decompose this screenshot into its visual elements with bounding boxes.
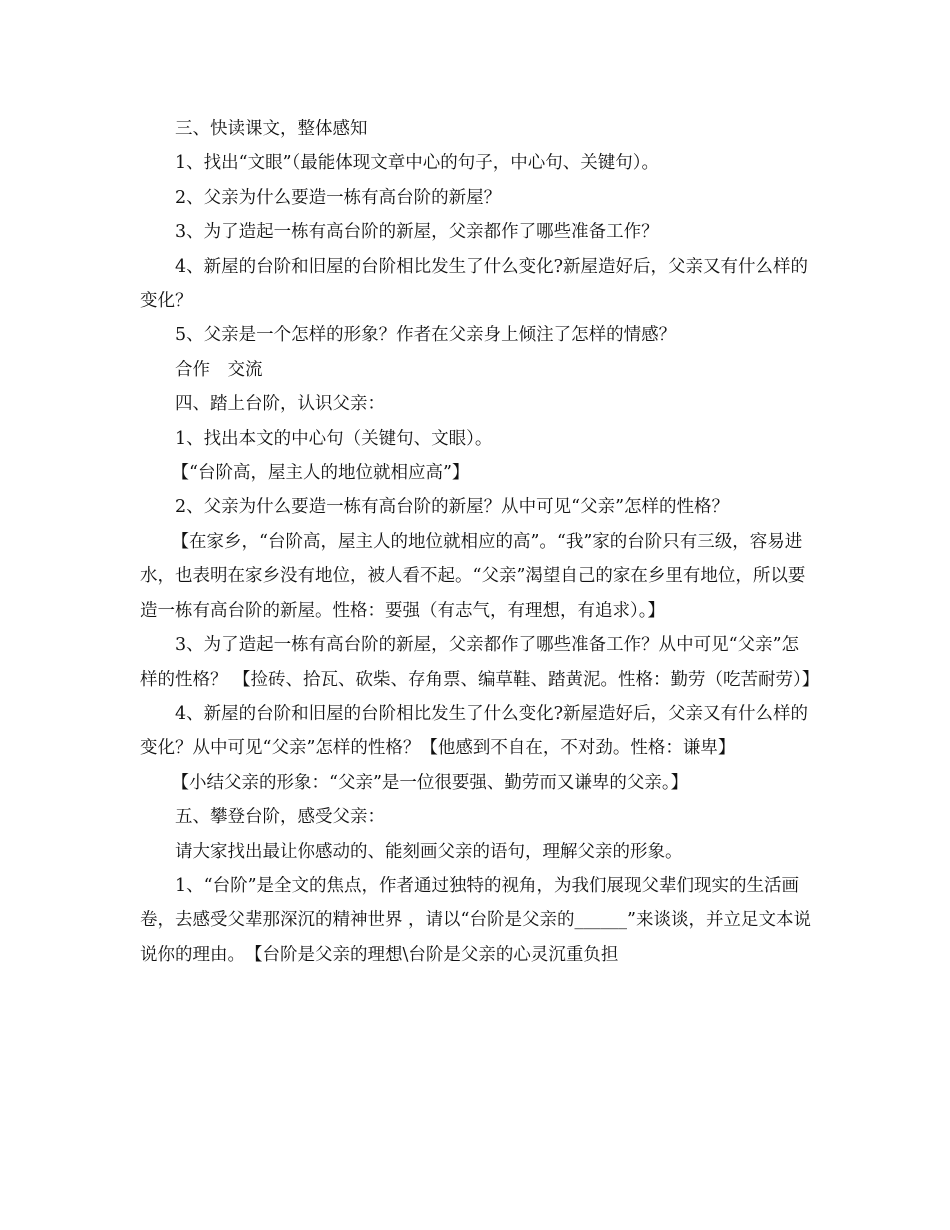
- section-5-intro: 请大家找出最让你感动的、能刻画父亲的语句，理解父亲的形象。: [175, 841, 683, 862]
- section-3-question-1: 1、找出“文眼”（最能体现文章中心的句子，中心句、关键句）。: [175, 153, 660, 174]
- section-5-heading: 五、攀登台阶，感受父亲：: [175, 807, 385, 828]
- section-3-question-5: 5、父亲是一个怎样的形象？作者在父亲身上倾注了怎样的情感？: [175, 325, 677, 346]
- section-4-answer-2: 【在家乡，“台阶高，屋主人的地位就相应的高”。“我”家的台阶只有三级，容易进水，也表明在家乡没有地位，被人看不起。“父亲”渴望自己的家在乡里有地位，所以要造一栋有高台阶的新屋。性格：要强（有志气，有理想，有追求）。】: [140, 531, 806, 621]
- section-5-question-1: 1、“台阶”是全文的焦点，作者通过独特的视角，为我们展现父辈们现实的生活画卷，去感受父辈那深沉的精神世界 ，请以“台阶是父亲的______”来谈谈，并立足文本说说你的理由。 【台阶是父亲的理想\台阶是父亲的心灵沉重负担: [140, 875, 811, 965]
- section-4-heading: 四、踏上台阶，认识父亲：: [175, 394, 385, 415]
- section-3-question-3: 3、为了造起一栋有高台阶的新屋，父亲都作了哪些准备工作？: [175, 222, 659, 243]
- section-3-question-4: 4、新屋的台阶和旧屋的台阶相比发生了什么变化?新屋造好后，父亲又有什么样的变化？: [140, 256, 809, 312]
- document-page: [140, 112, 820, 972]
- section-4-question-3: 3、为了造起一栋有高台阶的新屋，父亲都作了哪些准备工作？从中可见“父亲”怎样的性格？ 【捡砖、拾瓦、砍柴、存角票、编草鞋、踏黄泥。性格：勤劳（吃苦耐劳）】: [140, 635, 820, 690]
- section-3-question-2: 2、父亲为什么要造一栋有高台阶的新屋？: [175, 187, 502, 208]
- section-4-summary: 【小结父亲的形象：“父亲”是一位很要强、勤劳而又谦卑的父亲。】: [171, 772, 689, 793]
- section-4-answer-1: 【“台阶高，屋主人的地位就相应高”】: [171, 463, 470, 484]
- section-4-question-4: 4、新屋的台阶和旧屋的台阶相比发生了什么变化?新屋造好后，父亲又有什么样的变化？从中可见“父亲”怎样的性格？【他感到不自在，不对劲。性格：谦卑】: [140, 703, 809, 759]
- cooperation-line: 合作 交流: [175, 359, 263, 380]
- section-4-question-2: 2、父亲为什么要造一栋有高台阶的新屋？从中可见“父亲”怎样的性格？: [175, 497, 730, 518]
- section-3-heading: 三、快读课文，整体感知: [175, 119, 368, 139]
- section-4-question-1: 1、找出本文的中心句（关键句、文眼）。: [175, 428, 493, 449]
